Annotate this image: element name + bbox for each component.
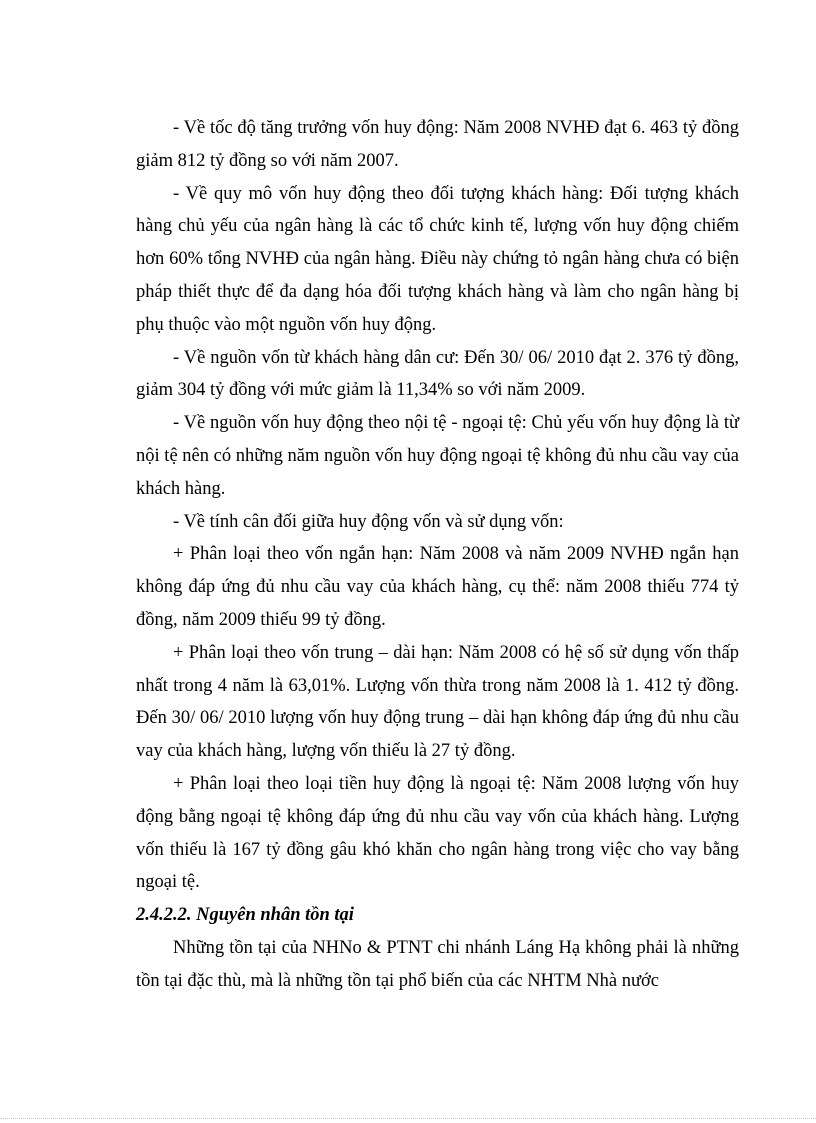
paragraph-growth-rate: - Về tốc độ tăng trưởng vốn huy động: Năm 2008 NVHĐ đạt 6. 463 tỷ đồng giảm 812 tỷ đồng so với năm 2007. xyxy=(136,118,739,171)
page-bottom-divider xyxy=(0,1118,816,1119)
paragraph-foreign-currency: + Phân loại theo loại tiền huy động là ngoại tệ: Năm 2008 lượng vốn huy động bằng ngoại tệ không đáp ứng đủ nhu cầu vay vốn của khách hàng. Lượng vốn thiếu là 167 tỷ đồng gâu khó khăn cho ngân hàng trong việc cho vay bằng ngoại tệ. xyxy=(136,773,739,893)
paragraph-closing: Những tồn tại của NHNo & PTNT chi nhánh Láng Hạ không phải là những tồn tại đặc thù, mà là những tồn tại phổ biến của các NHTM Nhà nước xyxy=(136,937,739,991)
paragraph-residential-source: - Về nguồn vốn từ khách hàng dân cư: Đến 30/ 06/ 2010 đạt 2. 376 tỷ đồng, giảm 304 tỷ đồng với mức giảm là 11,34% so với năm 2009. xyxy=(136,347,739,401)
paragraph-currency-source: - Về nguồn vốn huy động theo nội tệ - ngoại tệ: Chủ yếu vốn huy động là từ nội tệ nên có những năm nguồn vốn huy động ngoại tệ không đủ nhu cầu vay của khách hàng. xyxy=(136,413,739,499)
paragraph-customer-scale: - Về quy mô vốn huy động theo đối tượng khách hàng: Đối tượng khách hàng chủ yếu của ngân hàng là các tổ chức kinh tế, lượng vốn huy động chiếm hơn 60% tổng NVHĐ của ngân hàng. Điều này chứng tỏ ngân hàng chưa có biện pháp thiết thực để đa dạng hóa đối tượng khách hàng và làm cho ngân hàng bị phụ thuộc vào một nguồn vốn huy động. xyxy=(136,183,739,335)
paragraph-medium-long-term: + Phân loại theo vốn trung – dài hạn: Năm 2008 có hệ số sử dụng vốn thấp nhất trong 4 năm là 63,01%. Lượng vốn thừa trong năm 2008 là 1. 412 tỷ đồng. Đến 30/ 06/ 2010 lượng vốn huy động trung – dài hạn không đáp ứng đủ nhu cầu vay của khách hàng, lượng vốn thiếu là 27 tỷ đồng. xyxy=(136,642,739,762)
paragraph-balance: - Về tính cân đối giữa huy động vốn và sử dụng vốn: xyxy=(173,511,564,532)
section-heading: 2.4.2.2. Nguyên nhân tồn tại xyxy=(136,905,354,926)
document-page xyxy=(136,112,739,998)
paragraph-short-term: + Phân loại theo vốn ngắn hạn: Năm 2008 và năm 2009 NVHĐ ngắn hạn không đáp ứng đủ nhu cầu vay của khách hàng, cụ thể: năm 2008 thiếu 774 tỷ đồng, năm 2009 thiếu 99 tỷ đồng. xyxy=(136,544,739,630)
